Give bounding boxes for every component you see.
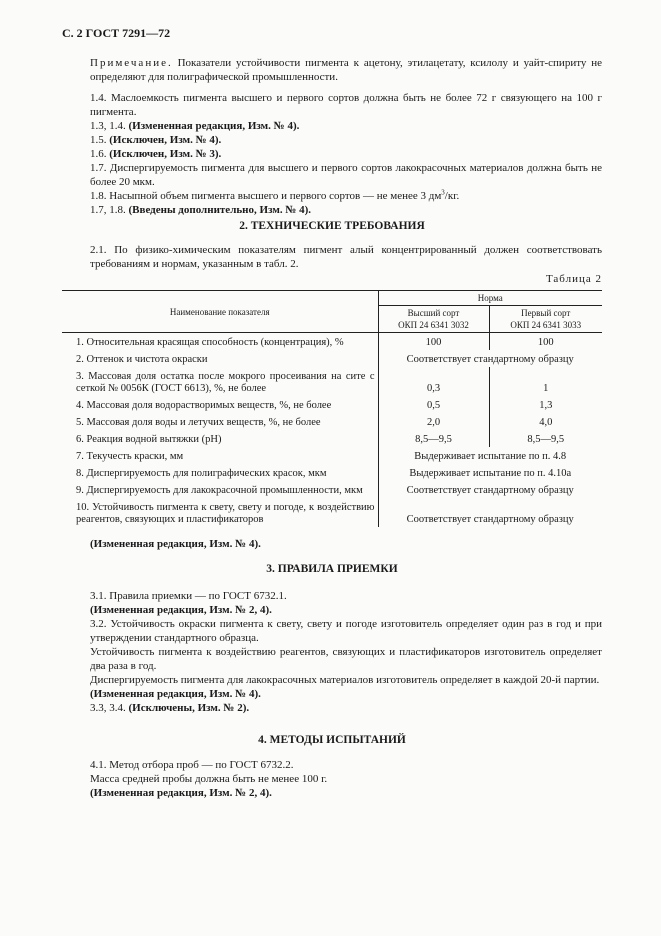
section3-body — [62, 589, 602, 715]
amendment-note: (Исключены, Изм. № 2). — [128, 702, 250, 714]
item-1-8 — [62, 189, 602, 203]
row-first: 1 — [489, 367, 602, 396]
note-text: Показатели устойчивости пигмента к ацетону, этилацетату, ксилолу и уайт-спириту не определяют для полиграфической промышленности. — [90, 57, 602, 83]
item-number: 3.3, 3.4. — [90, 702, 126, 714]
row-first: 1,3 — [489, 396, 602, 413]
first-grade-code: ОКП 24 6341 3033 — [510, 320, 582, 330]
table-row — [62, 367, 602, 396]
item-1-6 — [62, 147, 602, 161]
row-both: Выдерживает испытание по п. 4.10а — [378, 464, 602, 481]
table-row — [62, 350, 602, 367]
row-name: 10. Устойчивость пигмента к свету, свету и погоде, к воздействию реагентов, связующих и пластификаторов — [76, 502, 375, 525]
row-high: 0,5 — [378, 396, 489, 413]
amendment-note: (Измененная редакция, Изм. № 2, 4). — [90, 787, 272, 799]
amendment-note: (Исключен, Изм. № 4). — [109, 134, 222, 146]
row-both: Соответствует стандартному образцу — [378, 350, 602, 367]
table-row — [62, 430, 602, 447]
item-3-3-3-4 — [62, 701, 602, 715]
item-2-1: 2.1. По физико-химическим показателям пигмент алый концентрированный должен соответствовать требованиям и нормам, указанным в табл. 2. — [90, 244, 602, 270]
amendment-note: (Измененная редакция, Изм. № 4). — [128, 120, 300, 132]
row-first: 8,5—9,5 — [489, 430, 602, 447]
item-1-5 — [62, 133, 602, 147]
table-row — [62, 498, 602, 527]
note-block — [62, 56, 602, 84]
row-name: 1. Относительная красящая способность (концентрация), % — [76, 337, 344, 348]
item-3-2-reagents: Устойчивость пигмента к воздействию реагентов, связующих и пластификаторов изготовитель определяет два раза в год. — [90, 646, 602, 672]
row-name: 7. Текучесть краски, мм — [76, 451, 184, 462]
requirements-table — [62, 290, 602, 527]
section3-title: 3. ПРАВИЛА ПРИЕМКИ — [266, 563, 398, 575]
row-first: 4,0 — [489, 413, 602, 430]
row-name: 4. Массовая доля водорастворимых веществ, %, не более — [76, 400, 332, 411]
row-both: Соответствует стандартному образцу — [378, 481, 602, 498]
table-row — [62, 481, 602, 498]
row-name: 5. Массовая доля воды и летучих веществ, %, не более — [76, 417, 321, 428]
amendment-note: (Введены дополнительно, Изм. № 4). — [128, 204, 312, 216]
section2-title: 2. ТЕХНИЧЕСКИЕ ТРЕБОВАНИЯ — [239, 220, 425, 232]
item-3-1: 3.1. Правила приемки — по ГОСТ 6732.1. — [90, 590, 287, 602]
table-row — [62, 413, 602, 430]
amendment-note: (Исключен, Изм. № 3). — [109, 148, 222, 160]
row-high: 8,5—9,5 — [378, 430, 489, 447]
col-header-high — [378, 306, 489, 333]
amendment-note: (Измененная редакция, Изм. № 4). — [90, 688, 261, 700]
row-name: 3. Массовая доля остатка после мокрого просеивания на сите с сеткой № 0056К (ГОСТ 6613), %, не более — [76, 371, 375, 394]
amendment-note: (Измененная редакция, Изм. № 4). — [90, 538, 261, 550]
page-header: С. 2 ГОСТ 7291—72 — [62, 26, 171, 40]
note-label: Примечание. — [90, 57, 173, 69]
table-amendment — [62, 537, 602, 551]
row-name: 2. Оттенок и чистота окраски — [76, 354, 208, 365]
item-number: 1.5. — [90, 134, 107, 146]
item-number: 1.3, 1.4. — [90, 120, 126, 132]
table-row — [62, 464, 602, 481]
high-grade-label: Высший сорт — [407, 308, 460, 318]
item-text-end: /кг. — [444, 190, 460, 202]
item-number: 1.7, 1.8. — [90, 204, 126, 216]
item-text: 1.8. Насыпной объем пигмента высшего и первого сортов — не менее 3 дм — [90, 190, 442, 202]
row-high: 2,0 — [378, 413, 489, 430]
item-4-1: 4.1. Метод отбора проб — по ГОСТ 6732.2. — [90, 759, 294, 771]
section4-body — [62, 758, 602, 800]
col-header-norm: Норма — [378, 291, 602, 306]
row-name: 6. Реакция водной вытяжки (рН) — [76, 434, 222, 445]
row-name: 9. Диспергируемость для лакокрасочной промышленности, мкм — [76, 485, 363, 496]
section2-intro — [62, 243, 602, 271]
note-paragraph — [62, 56, 602, 84]
table-row — [62, 447, 602, 464]
section4-title: 4. МЕТОДЫ ИСПЫТАНИЙ — [258, 734, 406, 746]
item-3-2-dispersibility: Диспергируемость пигмента для лакокрасочных материалов изготовитель определяет в каждой 20-й партии. — [90, 674, 600, 686]
item-1-4: 1.4. Маслоемкость пигмента высшего и первого сортов должна быть не более 72 г связующего на 100 г пигмента. — [90, 92, 602, 118]
item-3-2: 3.2. Устойчивость окраски пигмента к свету, свету и погоде изготовитель определяет один раз в год и при утверждении стандартного образца. — [90, 618, 602, 644]
item-1-7-1-8 — [62, 203, 602, 217]
row-name: 8. Диспергируемость для полиграфических красок, мкм — [76, 468, 327, 479]
high-grade-code: ОКП 24 6341 3032 — [398, 320, 469, 330]
item-1-7: 1.7. Диспергируемость пигмента для высшего и первого сортов лакокрасочных материалов должна быть не более 20 мкм. — [90, 162, 602, 188]
col-header-first — [489, 306, 602, 333]
superscript: 3 — [441, 188, 445, 197]
row-both: Выдерживает испытание по п. 4.8 — [378, 447, 602, 464]
item-1-3-1-4 — [62, 119, 602, 133]
table-row — [62, 333, 602, 351]
item-number: 1.6. — [90, 148, 107, 160]
table-caption: Таблица 2 — [545, 273, 602, 285]
row-high: 100 — [378, 333, 489, 351]
row-both: Соответствует стандартному образцу — [378, 498, 602, 527]
row-first: 100 — [489, 333, 602, 351]
section1-items — [62, 91, 602, 217]
col-header-name: Наименование показателя — [62, 291, 378, 333]
table-row — [62, 396, 602, 413]
item-4-1-mass: Масса средней пробы должна быть не менее 100 г. — [90, 773, 328, 785]
row-high: 0,3 — [378, 367, 489, 396]
amendment-note: (Измененная редакция, Изм. № 2, 4). — [90, 604, 272, 616]
first-grade-label: Первый сорт — [521, 308, 571, 318]
